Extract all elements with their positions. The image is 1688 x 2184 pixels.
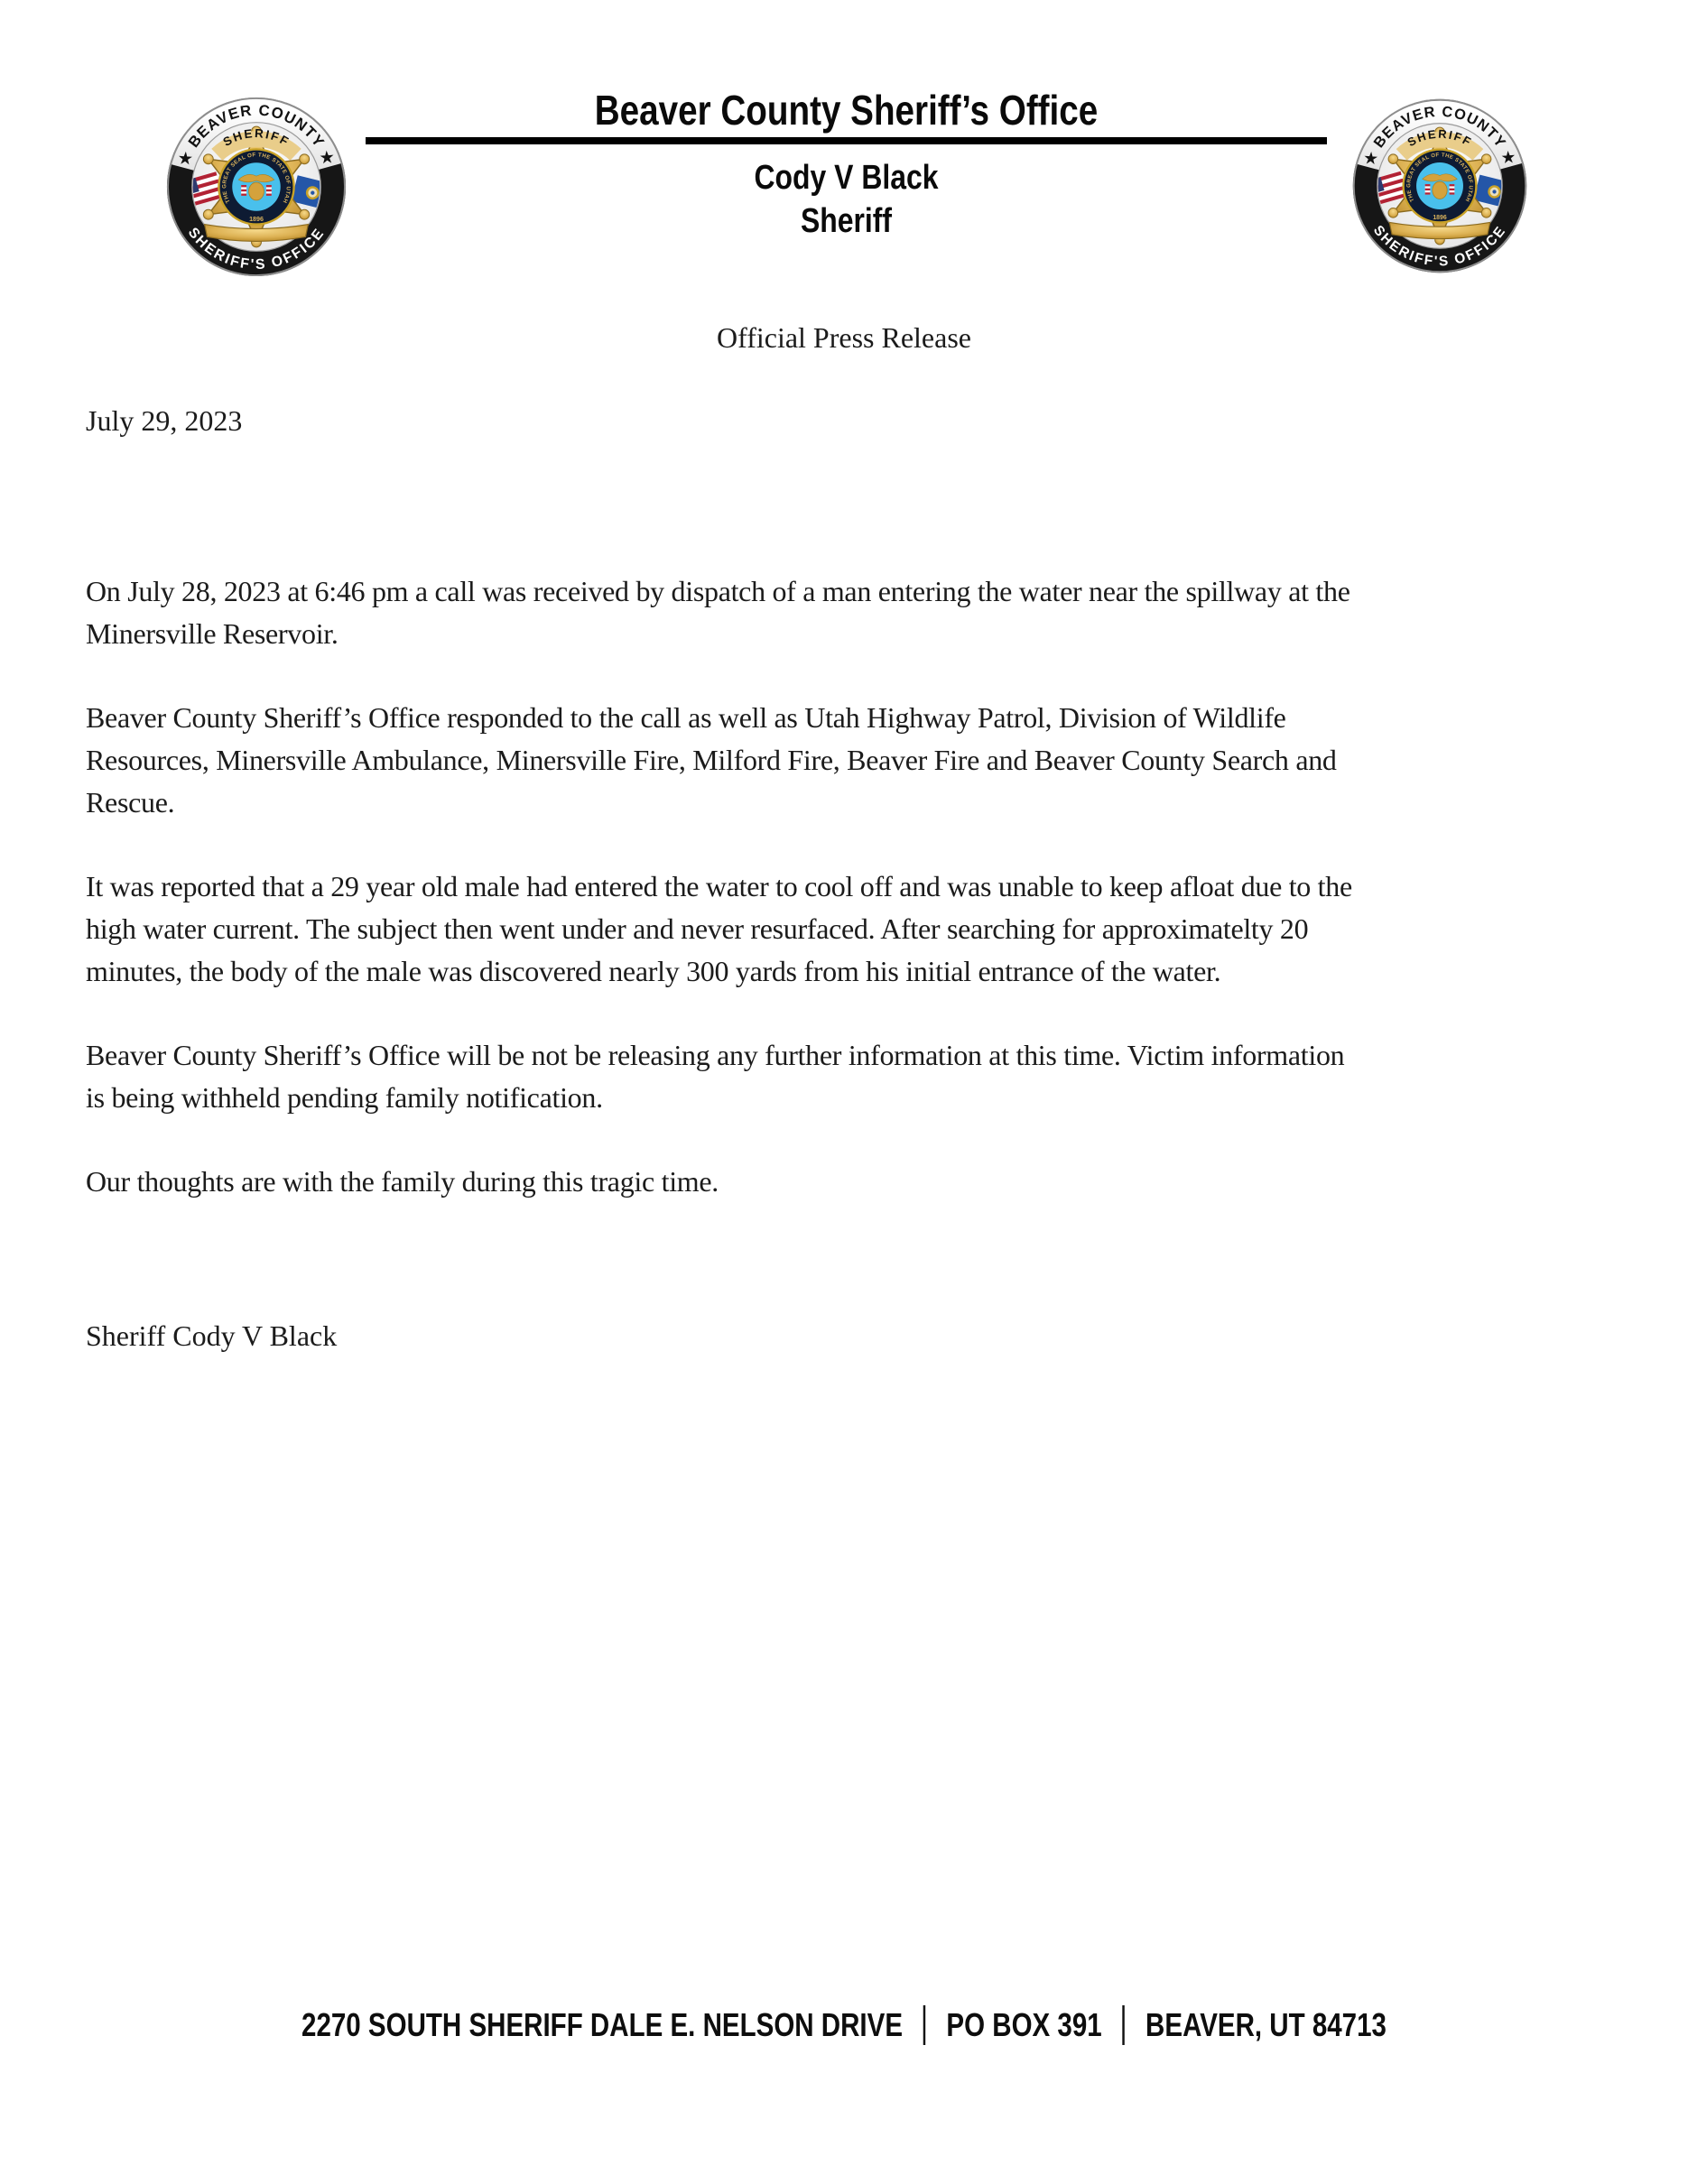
left-sheriff-badge-logo xyxy=(162,93,350,281)
paragraph-line: Resources, Minersville Ambulance, Minersville Fire, Milford Fire, Beaver Fire and Beaver County Search and xyxy=(86,744,1337,776)
paragraph-line: Minersville Reservoir. xyxy=(86,617,339,650)
signature-line: Sheriff Cody V Black xyxy=(86,1319,338,1352)
footer-po-box: PO BOX 391 xyxy=(946,2006,1102,2043)
paragraph-line: It was reported that a 29 year old male had entered the water to cool off and was unable to keep afloat due to the xyxy=(86,870,1352,902)
paragraph xyxy=(86,697,1620,824)
right-sheriff-badge-logo xyxy=(1349,95,1531,277)
paragraph-line: Rescue. xyxy=(86,786,175,819)
release-date: July 29, 2023 xyxy=(86,404,243,437)
office-title: Beaver County Sheriff’s Office xyxy=(594,87,1099,134)
title-underline xyxy=(366,137,1327,144)
paragraph xyxy=(86,570,1620,655)
footer-address-bar xyxy=(152,2005,1535,2045)
paragraph-line: Our thoughts are with the family during this tragic time. xyxy=(86,1165,719,1198)
letterhead xyxy=(366,87,1327,242)
footer-divider xyxy=(923,2005,925,2045)
footer-divider xyxy=(1123,2005,1125,2045)
body-content xyxy=(86,570,1620,1357)
paragraph xyxy=(86,1161,1620,1203)
paragraph-line: Beaver County Sheriff’s Office will be not be releasing any further information at this time. Victim information xyxy=(86,1039,1345,1071)
footer-city-state-zip: BEAVER, UT 84713 xyxy=(1145,2006,1387,2043)
footer-street-address: 2270 SOUTH SHERIFF DALE E. NELSON DRIVE xyxy=(301,2006,904,2043)
sheriff-role: Sheriff xyxy=(800,202,893,240)
paragraph-line: high water current. The subject then went under and never resurfaced. After searching for approximatelty 20 xyxy=(86,912,1309,945)
paragraph-line: On July 28, 2023 at 6:46 pm a call was received by dispatch of a man entering the water near the spillway at the xyxy=(86,575,1350,607)
paragraph-line: is being withheld pending family notification. xyxy=(86,1081,603,1114)
sheriff-name: Cody V Black xyxy=(754,159,939,197)
paragraph xyxy=(86,1034,1620,1119)
paragraph-line: minutes, the body of the male was discovered nearly 300 yards from his initial entrance of the water. xyxy=(86,955,1221,987)
press-release-heading: Official Press Release xyxy=(717,321,971,354)
paragraph xyxy=(86,865,1620,993)
paragraph-line: Beaver County Sheriff’s Office responded to the call as well as Utah Highway Patrol, Division of Wildlife xyxy=(86,701,1286,734)
